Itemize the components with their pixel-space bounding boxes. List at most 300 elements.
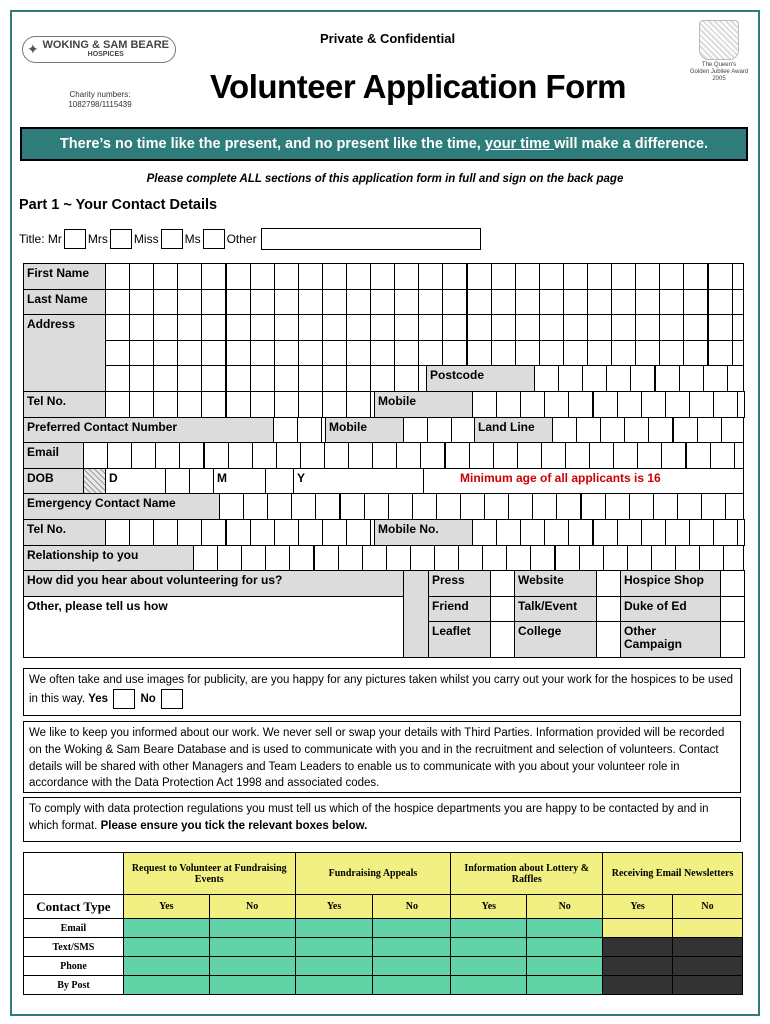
input-cell[interactable]	[539, 289, 564, 316]
input-cell[interactable]	[732, 263, 744, 290]
input-cell[interactable]	[298, 289, 323, 316]
input-cell[interactable]	[723, 545, 744, 572]
input-cell[interactable]	[683, 289, 708, 316]
input-cell[interactable]	[458, 545, 483, 572]
source-checkbox[interactable]	[720, 621, 745, 658]
input-cell[interactable]	[322, 391, 347, 418]
source-checkbox[interactable]	[490, 596, 515, 623]
input-cell[interactable]	[201, 519, 226, 546]
input-cell[interactable]	[298, 340, 323, 367]
checkbox-cell[interactable]	[209, 938, 295, 957]
input-cell[interactable]	[563, 289, 588, 316]
input-cell[interactable]	[274, 365, 299, 392]
input-cell[interactable]	[460, 493, 485, 520]
input-cell[interactable]	[394, 314, 419, 341]
input-cell[interactable]	[129, 314, 154, 341]
input-cell[interactable]	[346, 519, 371, 546]
checkbox-cell[interactable]	[603, 919, 673, 938]
input-cell[interactable]	[689, 519, 714, 546]
input-cell[interactable]	[491, 263, 516, 290]
input-cell[interactable]	[105, 365, 130, 392]
input-cell[interactable]	[83, 442, 108, 469]
input-cell[interactable]	[581, 493, 606, 520]
input-cell[interactable]	[532, 493, 557, 520]
input-cell[interactable]	[298, 263, 323, 290]
input-cell[interactable]	[520, 391, 545, 418]
other-tell-label[interactable]: Other, please tell us how	[23, 596, 404, 658]
input-cell[interactable]	[467, 289, 492, 316]
input-cell[interactable]	[496, 519, 521, 546]
input-cell[interactable]	[675, 545, 700, 572]
input-cell[interactable]	[484, 493, 509, 520]
input-cell[interactable]	[315, 493, 340, 520]
ms-checkbox[interactable]	[203, 229, 225, 249]
input-cell[interactable]	[250, 289, 275, 316]
other-title-field[interactable]	[261, 228, 481, 250]
input-cell[interactable]	[300, 442, 325, 469]
input-cell[interactable]	[105, 519, 130, 546]
input-cell[interactable]	[276, 442, 301, 469]
input-cell[interactable]	[105, 289, 130, 316]
checkbox-cell[interactable]	[527, 957, 603, 976]
input-cell[interactable]	[177, 365, 202, 392]
source-checkbox[interactable]	[490, 621, 515, 658]
input-cell[interactable]	[587, 314, 612, 341]
input-cell[interactable]	[697, 417, 722, 444]
input-cell[interactable]	[274, 391, 299, 418]
input-cell[interactable]	[677, 493, 702, 520]
input-cell[interactable]	[493, 442, 518, 469]
input-cell[interactable]	[153, 289, 178, 316]
input-cell[interactable]	[436, 493, 461, 520]
input-cell[interactable]	[201, 263, 226, 290]
input-cell[interactable]	[611, 314, 636, 341]
input-cell[interactable]	[710, 442, 735, 469]
input-cell[interactable]	[491, 289, 516, 316]
input-cell[interactable]	[346, 289, 371, 316]
input-cell[interactable]	[442, 289, 467, 316]
checkbox-cell[interactable]	[527, 938, 603, 957]
input-cell[interactable]	[629, 493, 654, 520]
input-cell[interactable]	[177, 340, 202, 367]
input-cell[interactable]	[105, 263, 130, 290]
source-checkbox[interactable]	[596, 570, 621, 597]
input-cell[interactable]	[593, 391, 618, 418]
input-cell[interactable]	[732, 314, 744, 341]
input-cell[interactable]	[713, 519, 738, 546]
input-cell[interactable]	[515, 340, 540, 367]
input-cell[interactable]	[659, 314, 684, 341]
input-cell[interactable]	[252, 442, 277, 469]
input-cell[interactable]	[624, 417, 649, 444]
input-cell[interactable]	[129, 365, 154, 392]
input-cell[interactable]	[491, 314, 516, 341]
input-cell[interactable]	[587, 263, 612, 290]
input-cell[interactable]	[346, 263, 371, 290]
input-cell[interactable]	[153, 365, 178, 392]
input-cell[interactable]	[370, 314, 395, 341]
input-cell[interactable]	[298, 365, 323, 392]
input-cell[interactable]	[576, 417, 601, 444]
input-cell[interactable]	[544, 391, 569, 418]
input-cell[interactable]	[153, 263, 178, 290]
input-cell[interactable]	[217, 545, 242, 572]
input-cell[interactable]	[496, 391, 521, 418]
checkbox-cell[interactable]	[209, 919, 295, 938]
input-cell[interactable]	[725, 493, 744, 520]
input-cell[interactable]	[274, 263, 299, 290]
input-cell[interactable]	[346, 365, 371, 392]
input-cell[interactable]	[451, 417, 475, 444]
input-cell[interactable]	[153, 391, 178, 418]
input-cell[interactable]	[659, 263, 684, 290]
input-cell[interactable]	[226, 519, 251, 546]
input-cell[interactable]	[129, 391, 154, 418]
input-cell[interactable]	[617, 391, 642, 418]
input-cell[interactable]	[587, 289, 612, 316]
input-cell[interactable]	[708, 314, 733, 341]
input-cell[interactable]	[388, 493, 413, 520]
input-cell[interactable]	[689, 391, 714, 418]
input-cell[interactable]	[703, 365, 728, 392]
source-checkbox[interactable]	[596, 621, 621, 658]
input-cell[interactable]	[699, 545, 724, 572]
input-cell[interactable]	[370, 263, 395, 290]
input-cell[interactable]	[403, 417, 428, 444]
input-cell[interactable]	[534, 365, 559, 392]
input-cell[interactable]	[155, 442, 180, 469]
input-cell[interactable]	[635, 340, 660, 367]
input-cell[interactable]	[298, 519, 323, 546]
input-cell[interactable]	[177, 314, 202, 341]
checkbox-cell[interactable]	[373, 938, 451, 957]
input-cell[interactable]	[655, 365, 680, 392]
input-cell[interactable]	[491, 340, 516, 367]
source-checkbox[interactable]	[490, 570, 515, 597]
input-cell[interactable]	[226, 314, 251, 341]
input-cell[interactable]	[603, 545, 628, 572]
checkbox-cell[interactable]	[373, 976, 451, 995]
input-cell[interactable]	[298, 314, 323, 341]
input-cell[interactable]	[250, 263, 275, 290]
input-cell[interactable]	[635, 314, 660, 341]
input-cell[interactable]	[434, 545, 459, 572]
input-cell[interactable]	[129, 519, 154, 546]
input-cell[interactable]	[340, 493, 365, 520]
input-cell[interactable]	[346, 340, 371, 367]
checkbox-cell[interactable]	[373, 957, 451, 976]
input-cell[interactable]	[482, 545, 507, 572]
input-cell[interactable]	[442, 314, 467, 341]
input-cell[interactable]	[153, 519, 178, 546]
input-cell[interactable]	[445, 442, 470, 469]
input-cell[interactable]	[472, 391, 497, 418]
images-yes-checkbox[interactable]	[113, 689, 135, 709]
input-cell[interactable]	[273, 417, 298, 444]
input-cell[interactable]	[226, 365, 251, 392]
input-cell[interactable]	[563, 263, 588, 290]
checkbox-cell[interactable]	[451, 919, 527, 938]
input-cell[interactable]	[265, 545, 290, 572]
input-cell[interactable]	[541, 442, 566, 469]
input-cell[interactable]	[587, 340, 612, 367]
checkbox-cell[interactable]	[527, 976, 603, 995]
input-cell[interactable]	[683, 263, 708, 290]
input-cell[interactable]	[555, 545, 580, 572]
input-cell[interactable]	[322, 519, 347, 546]
input-cell[interactable]	[544, 519, 569, 546]
input-cell[interactable]	[129, 289, 154, 316]
input-cell[interactable]	[177, 391, 202, 418]
input-cell[interactable]	[673, 417, 698, 444]
input-cell[interactable]	[322, 340, 347, 367]
checkbox-cell[interactable]	[527, 919, 603, 938]
input-cell[interactable]	[418, 289, 443, 316]
input-cell[interactable]	[679, 365, 704, 392]
checkbox-cell[interactable]	[451, 938, 527, 957]
input-cell[interactable]	[204, 442, 229, 469]
input-cell[interactable]	[420, 442, 445, 469]
input-cell[interactable]	[274, 519, 299, 546]
input-cell[interactable]	[322, 365, 347, 392]
checkbox-cell[interactable]	[123, 957, 209, 976]
input-cell[interactable]	[226, 391, 251, 418]
input-cell[interactable]	[314, 545, 339, 572]
input-cell[interactable]	[193, 545, 218, 572]
input-cell[interactable]	[589, 442, 614, 469]
input-cell[interactable]	[442, 263, 467, 290]
checkbox-cell[interactable]	[123, 976, 209, 995]
input-cell[interactable]	[370, 340, 395, 367]
input-cell[interactable]	[558, 365, 583, 392]
input-cell[interactable]	[267, 493, 292, 520]
input-cell[interactable]	[661, 442, 686, 469]
input-cell[interactable]	[653, 493, 678, 520]
input-cell[interactable]	[605, 493, 630, 520]
input-cell[interactable]	[201, 391, 226, 418]
input-cell[interactable]	[539, 263, 564, 290]
input-cell[interactable]	[250, 340, 275, 367]
input-cell[interactable]	[418, 314, 443, 341]
input-cell[interactable]	[201, 365, 226, 392]
input-cell[interactable]	[201, 314, 226, 341]
input-cell[interactable]	[568, 391, 593, 418]
input-cell[interactable]	[651, 545, 676, 572]
input-cell[interactable]	[250, 365, 275, 392]
input-cell[interactable]	[427, 417, 452, 444]
input-cell[interactable]	[177, 519, 202, 546]
checkbox-cell[interactable]	[209, 976, 295, 995]
input-cell[interactable]	[418, 340, 443, 367]
input-cell[interactable]	[539, 340, 564, 367]
input-cell[interactable]	[469, 442, 494, 469]
input-cell[interactable]	[539, 314, 564, 341]
checkbox-cell[interactable]	[295, 957, 373, 976]
input-cell[interactable]	[394, 365, 419, 392]
input-cell[interactable]	[370, 289, 395, 316]
source-checkbox[interactable]	[720, 596, 745, 623]
input-cell[interactable]	[177, 289, 202, 316]
input-cell[interactable]	[226, 340, 251, 367]
images-no-checkbox[interactable]	[161, 689, 183, 709]
input-cell[interactable]	[177, 263, 202, 290]
source-checkbox[interactable]	[720, 570, 745, 597]
input-cell[interactable]	[324, 442, 349, 469]
input-cell[interactable]	[472, 519, 497, 546]
checkbox-cell[interactable]	[451, 957, 527, 976]
input-cell[interactable]	[129, 340, 154, 367]
input-cell[interactable]	[515, 314, 540, 341]
input-cell[interactable]	[338, 545, 363, 572]
input-cell[interactable]	[129, 263, 154, 290]
input-cell[interactable]	[686, 442, 711, 469]
checkbox-cell[interactable]	[373, 919, 451, 938]
input-cell[interactable]	[727, 365, 744, 392]
input-cell[interactable]	[721, 417, 744, 444]
checkbox-cell[interactable]	[123, 938, 209, 957]
input-cell[interactable]	[508, 493, 533, 520]
input-cell[interactable]	[396, 442, 421, 469]
input-cell[interactable]	[410, 545, 435, 572]
input-cell[interactable]	[322, 314, 347, 341]
input-cell[interactable]	[708, 340, 733, 367]
input-cell[interactable]	[298, 391, 323, 418]
input-cell[interactable]	[637, 442, 662, 469]
input-cell[interactable]	[467, 340, 492, 367]
input-cell[interactable]	[641, 519, 666, 546]
input-cell[interactable]	[611, 340, 636, 367]
input-cell[interactable]	[606, 365, 631, 392]
input-cell[interactable]	[659, 289, 684, 316]
input-cell[interactable]	[394, 340, 419, 367]
input-cell[interactable]	[708, 263, 733, 290]
input-cell[interactable]	[582, 365, 607, 392]
input-cell[interactable]	[627, 545, 652, 572]
input-cell[interactable]	[348, 442, 373, 469]
input-cell[interactable]	[362, 545, 387, 572]
input-cell[interactable]	[683, 340, 708, 367]
checkbox-cell[interactable]	[295, 919, 373, 938]
input-cell[interactable]	[250, 314, 275, 341]
input-cell[interactable]	[153, 340, 178, 367]
input-cell[interactable]	[600, 417, 625, 444]
input-cell[interactable]	[274, 314, 299, 341]
input-cell[interactable]	[179, 442, 204, 469]
input-cell[interactable]	[250, 391, 275, 418]
input-cell[interactable]	[226, 263, 251, 290]
input-cell[interactable]	[611, 263, 636, 290]
input-cell[interactable]	[105, 391, 130, 418]
input-cell[interactable]	[322, 289, 347, 316]
input-cell[interactable]	[563, 314, 588, 341]
input-cell[interactable]	[734, 442, 744, 469]
input-cell[interactable]	[737, 519, 745, 546]
input-cell[interactable]	[520, 519, 545, 546]
input-cell[interactable]	[593, 519, 618, 546]
input-cell[interactable]	[346, 391, 371, 418]
input-cell[interactable]	[394, 289, 419, 316]
input-cell[interactable]	[105, 314, 130, 341]
input-cell[interactable]	[630, 365, 655, 392]
checkbox-cell[interactable]	[673, 919, 743, 938]
input-cell[interactable]	[297, 417, 322, 444]
input-cell[interactable]	[228, 442, 253, 469]
input-cell[interactable]	[274, 340, 299, 367]
input-cell[interactable]	[641, 391, 666, 418]
input-cell[interactable]	[265, 468, 294, 495]
input-cell[interactable]	[648, 417, 673, 444]
input-cell[interactable]	[506, 545, 531, 572]
checkbox-cell[interactable]	[295, 976, 373, 995]
input-cell[interactable]	[219, 493, 244, 520]
input-cell[interactable]	[515, 289, 540, 316]
input-cell[interactable]	[243, 493, 268, 520]
input-cell[interactable]	[250, 519, 275, 546]
input-cell[interactable]	[153, 314, 178, 341]
mrs-checkbox[interactable]	[110, 229, 132, 249]
input-cell[interactable]	[346, 314, 371, 341]
input-cell[interactable]	[732, 340, 744, 367]
input-cell[interactable]	[635, 263, 660, 290]
miss-checkbox[interactable]	[161, 229, 183, 249]
input-cell[interactable]	[364, 493, 389, 520]
input-cell[interactable]	[659, 340, 684, 367]
input-cell[interactable]	[201, 340, 226, 367]
input-cell[interactable]	[713, 391, 738, 418]
input-cell[interactable]	[226, 289, 251, 316]
input-cell[interactable]	[683, 314, 708, 341]
input-cell[interactable]	[701, 493, 726, 520]
input-cell[interactable]	[530, 545, 555, 572]
input-cell[interactable]	[289, 545, 314, 572]
input-cell[interactable]	[467, 263, 492, 290]
input-cell[interactable]	[165, 468, 190, 495]
input-cell[interactable]	[517, 442, 542, 469]
mr-checkbox[interactable]	[64, 229, 86, 249]
input-cell[interactable]	[189, 468, 214, 495]
input-cell[interactable]	[732, 289, 744, 316]
input-cell[interactable]	[105, 340, 130, 367]
input-cell[interactable]	[201, 289, 226, 316]
input-cell[interactable]	[635, 289, 660, 316]
input-cell[interactable]	[386, 545, 411, 572]
input-cell[interactable]	[467, 314, 492, 341]
source-checkbox[interactable]	[596, 596, 621, 623]
input-cell[interactable]	[611, 289, 636, 316]
input-cell[interactable]	[579, 545, 604, 572]
input-cell[interactable]	[568, 519, 593, 546]
input-cell[interactable]	[107, 442, 132, 469]
input-cell[interactable]	[241, 545, 266, 572]
input-cell[interactable]	[565, 442, 590, 469]
checkbox-cell[interactable]	[451, 976, 527, 995]
input-cell[interactable]	[442, 340, 467, 367]
input-cell[interactable]	[515, 263, 540, 290]
input-cell[interactable]	[617, 519, 642, 546]
input-cell[interactable]	[370, 365, 395, 392]
input-cell[interactable]	[291, 493, 316, 520]
input-cell[interactable]	[418, 263, 443, 290]
checkbox-cell[interactable]	[123, 919, 209, 938]
input-cell[interactable]	[322, 263, 347, 290]
input-cell[interactable]	[737, 391, 745, 418]
input-cell[interactable]	[563, 340, 588, 367]
input-cell[interactable]	[394, 263, 419, 290]
input-cell[interactable]	[665, 519, 690, 546]
input-cell[interactable]	[665, 391, 690, 418]
checkbox-cell[interactable]	[209, 957, 295, 976]
input-cell[interactable]	[552, 417, 577, 444]
